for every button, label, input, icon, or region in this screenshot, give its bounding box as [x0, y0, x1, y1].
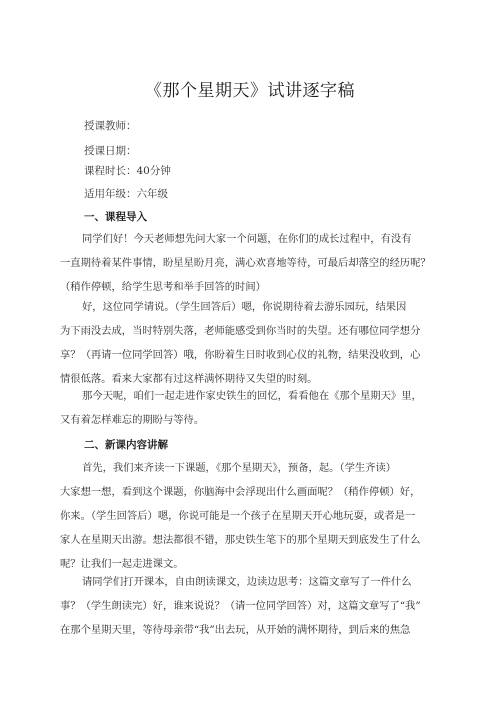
- paragraph: [60, 456, 445, 576]
- paragraph-line: 为下雨没去成，当时特别失落，老师能感受到你当时的失望。还有哪位同学想分: [60, 325, 421, 337]
- paragraph-line: 你来。（学生回答后）嗯，你说可能是一个孩子在星期天开心地玩耍，或者是一: [60, 510, 416, 522]
- paragraph-line: 首先，我们来齐读一下课题，《那个星期天》，预备，起。（学生齐读）: [82, 462, 397, 474]
- paragraph: [60, 384, 445, 432]
- paragraph-line: （稍作停顿，给学生思考和举手回答的时间）: [60, 281, 266, 293]
- meta-duration: 课程时长：40分钟: [84, 165, 171, 177]
- paragraph: [60, 227, 445, 299]
- paragraph-line: 同学们好！今天老师想先问大家一个问题，在你们的成长过程中，有没有: [82, 233, 412, 245]
- meta-grade: 适用年级：六年级: [84, 188, 168, 200]
- paragraph-line: 好，这位同学请说。（学生回答后）嗯，你说期待着去游乐园玩，结果因: [82, 301, 407, 313]
- section-heading-lesson: 二、新课内容讲解: [84, 439, 168, 451]
- paragraph-line: 呢？让我们一起走进课文。: [60, 558, 184, 570]
- section-heading-intro: 一、课程导入: [84, 211, 147, 223]
- document-title: 《那个星期天》试讲逐字稿: [145, 81, 355, 101]
- paragraph-line: 那今天呢，咱们一起走进作家史铁生的回忆，看看他在《那个星期天》里，: [82, 390, 422, 402]
- meta-date: 授课日期：: [84, 145, 137, 157]
- paragraph-line: 又有着怎样难忘的期盼与等待。: [60, 414, 205, 426]
- paragraph: [60, 570, 445, 642]
- paragraph-line: 家人在星期天出游。想法都很不错，那史铁生笔下的那个星期天到底发生了什么: [60, 534, 421, 546]
- paragraph-line: 事？（学生朗读完）好，谁来说说？（请一位同学回答）对，这篇文章写了“我”: [60, 600, 421, 612]
- paragraph-line: 情很低落。看来大家都有过这样满怀期待又失望的时刻。: [60, 373, 318, 385]
- paragraph-line: 请同学们打开课本，自由朗读课文，边读边思考：这篇文章写了一件什么: [82, 576, 412, 588]
- paragraph: [60, 295, 445, 391]
- paragraph-line: 一直期待着某件事情，盼星星盼月亮，满心欢喜地等待，可最后却落空的经历呢？: [60, 257, 431, 269]
- paragraph-line: 享？（再请一位同学回答）哦，你盼着生日时收到心仪的礼物，结果没收到，心: [60, 349, 421, 361]
- paragraph-line: 在那个星期天里，等待母亲带“我”出去玩，从开始的满怀期待，到后来的焦急: [60, 624, 411, 636]
- paragraph-line: 大家想一想，看到这个课题，你脑海中会浮现出什么画面呢？（稍作停顿）好，: [60, 486, 421, 498]
- meta-teacher: 授课教师：: [84, 120, 137, 132]
